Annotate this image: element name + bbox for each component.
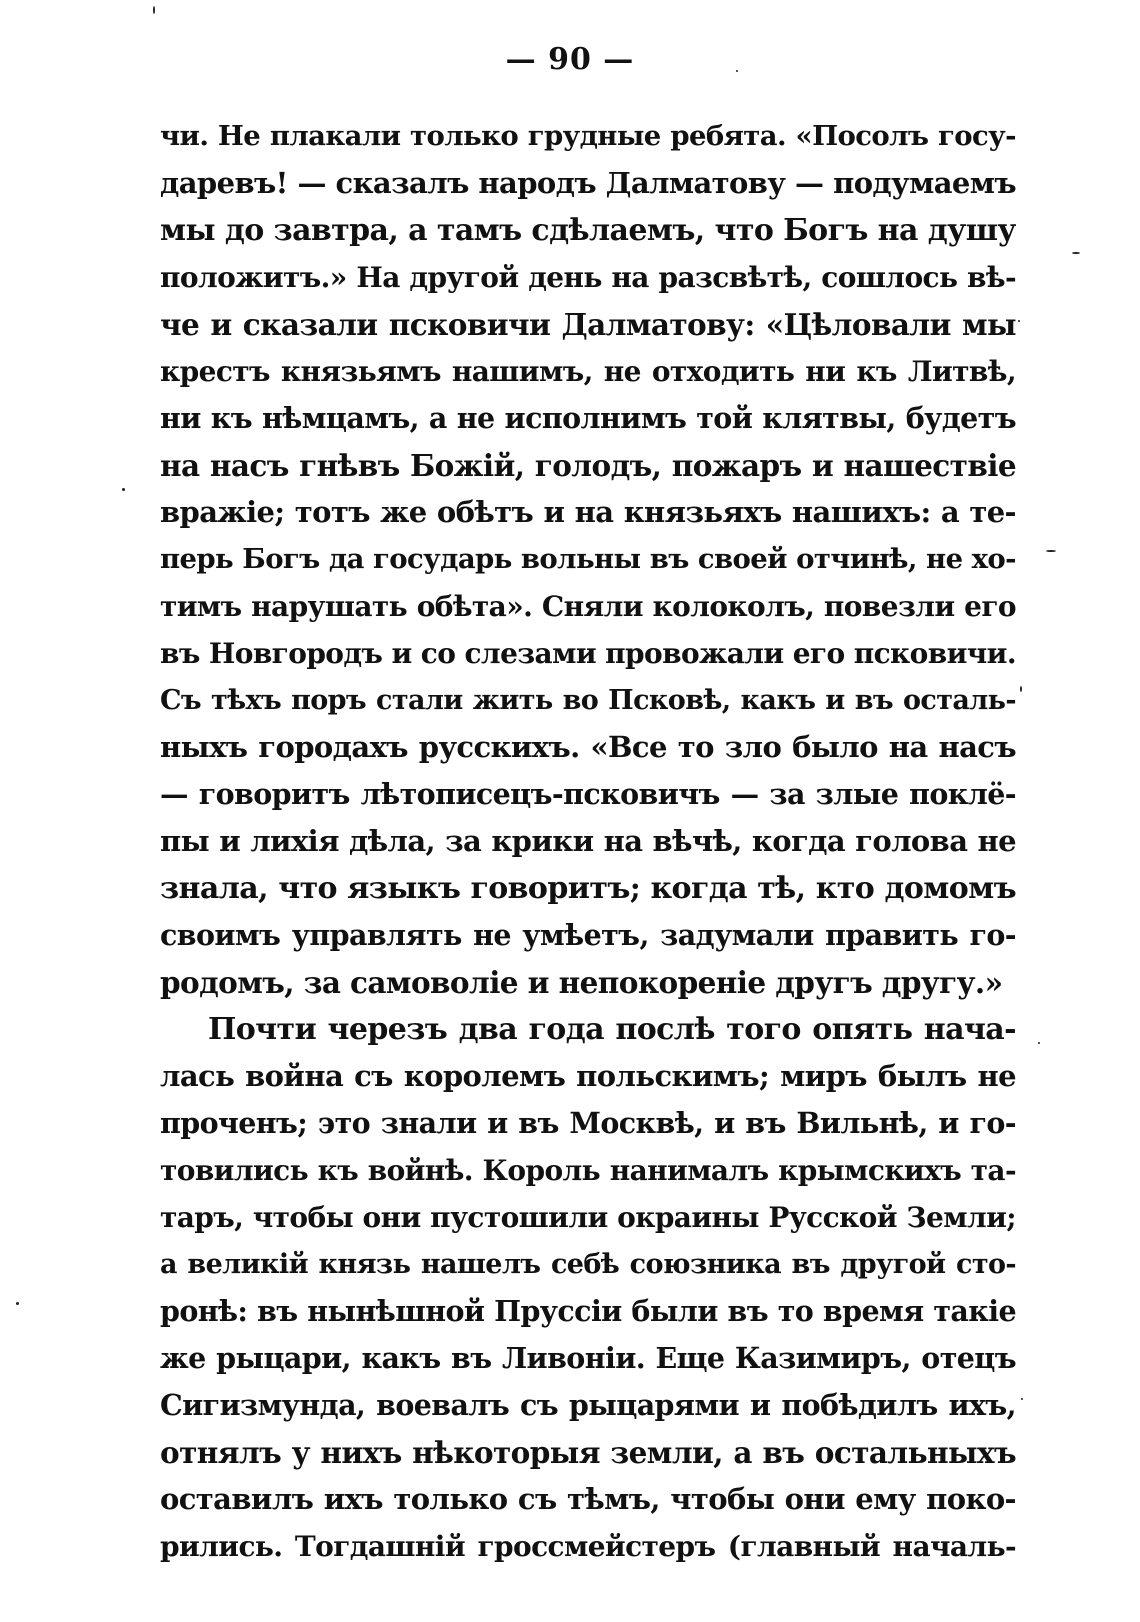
text-line: товились къ войнѣ. Король нанималъ крымскихъ та-	[160, 1154, 1016, 1187]
scan-speck	[153, 6, 155, 14]
text-line: рились. Тогдашній гроссмейстеръ (главный началь-	[160, 1530, 1016, 1563]
text-line: Съ тѣхъ поръ стали жить во Псковѣ, какъ и въ осталь-	[160, 685, 1016, 716]
scan-speck	[1020, 686, 1022, 692]
scan-speck	[1021, 1398, 1023, 1400]
scan-speck	[1038, 1042, 1040, 1044]
text-line: проченъ; это знали и въ Москвѣ, и въ Вильнѣ, и го-	[160, 1106, 1016, 1140]
text-line: ни къ нѣмцамъ, а не исполнимъ той клятвы, будетъ	[160, 401, 1016, 435]
page-number: — 90 —	[505, 42, 635, 77]
text-line: на насъ гнѣвъ Божій, голодъ, пожаръ и нашествіе	[160, 448, 1016, 483]
scan-speck	[122, 488, 125, 491]
text-line: че и сказали псковичи Далматову: «Цѣловали мы	[160, 307, 1016, 342]
text-line: оставилъ ихъ только съ тѣмъ, чтобы они ему поко-	[160, 1482, 1016, 1516]
text-line: въ Новгородъ и со слезами провожали его псковичи.	[160, 637, 1016, 670]
text-line: чи. Не плакали только грудные ребята. «Посолъ госу-	[160, 120, 1016, 152]
scan-speck	[1072, 252, 1080, 254]
text-line: — говоритъ лѣтописецъ-псковичъ — за злые поклё-	[160, 777, 1016, 811]
text-line: отнялъ у нихъ нѣкоторыя земли, а въ остальныхъ	[160, 1435, 1016, 1470]
text-line: Сигизмунда, воевалъ съ рыцарями и побѣдилъ ихъ,	[160, 1388, 1016, 1422]
text-line: положитъ.» На другой день на разсвѣтѣ, сошлось вѣ-	[160, 261, 1016, 294]
text-line: пы и лихія дѣла, за крики на вѣчѣ, когда голова не	[160, 824, 1016, 858]
text-line: вражіе; тотъ же обѣтъ и на князьяхъ нашихъ: а те-	[160, 495, 1016, 529]
text-line: таръ, чтобы они пустошили окраины Русской Земли;	[160, 1201, 1016, 1234]
body-text	[160, 113, 1016, 1570]
scan-speck	[16, 1302, 19, 1305]
scan-speck	[736, 70, 738, 72]
text-line: родомъ, за самоволіе и непокореніе другъ другу.»	[160, 965, 1003, 1000]
text-line: а великій князь нашелъ себѣ союзника въ другой сто-	[160, 1249, 1016, 1280]
text-line: даревъ! — сказалъ народъ Далматову — подумаемъ	[160, 166, 1016, 200]
text-line: крестъ князьямъ нашимъ, не отходить ни къ Литвѣ,	[160, 355, 1016, 388]
text-line: мы до завтра, а тамъ сдѣлаемъ, что Богъ на душу	[160, 213, 1016, 248]
text-line: же рыцари, какъ въ Ливоніи. Еще Казимиръ, отецъ	[160, 1341, 1016, 1375]
text-line: тимъ нарушать обѣта». Сняли колоколъ, повезли его	[160, 590, 1016, 623]
scan-speck	[1046, 550, 1056, 552]
scan-speck	[1018, 320, 1020, 322]
text-line: перь Богъ да государь вольны въ своей отчинѣ, не хо-	[160, 543, 1016, 575]
text-line: ронѣ: въ нынѣшной Пруссіи были въ то время такіе	[160, 1294, 1016, 1328]
text-line: лась война съ королемъ польскимъ; миръ былъ не	[160, 1059, 1016, 1093]
text-line: ныхъ городахъ русскихъ. «Все то зло было на насъ	[160, 730, 1016, 764]
text-line: знала, что языкъ говоритъ; когда тѣ, кто домомъ	[160, 871, 1016, 906]
text-line: своимъ управлять не умѣетъ, задумали править го-	[160, 918, 1016, 952]
text-line: Почти черезъ два года послѣ того опять нача-	[208, 1012, 1016, 1047]
